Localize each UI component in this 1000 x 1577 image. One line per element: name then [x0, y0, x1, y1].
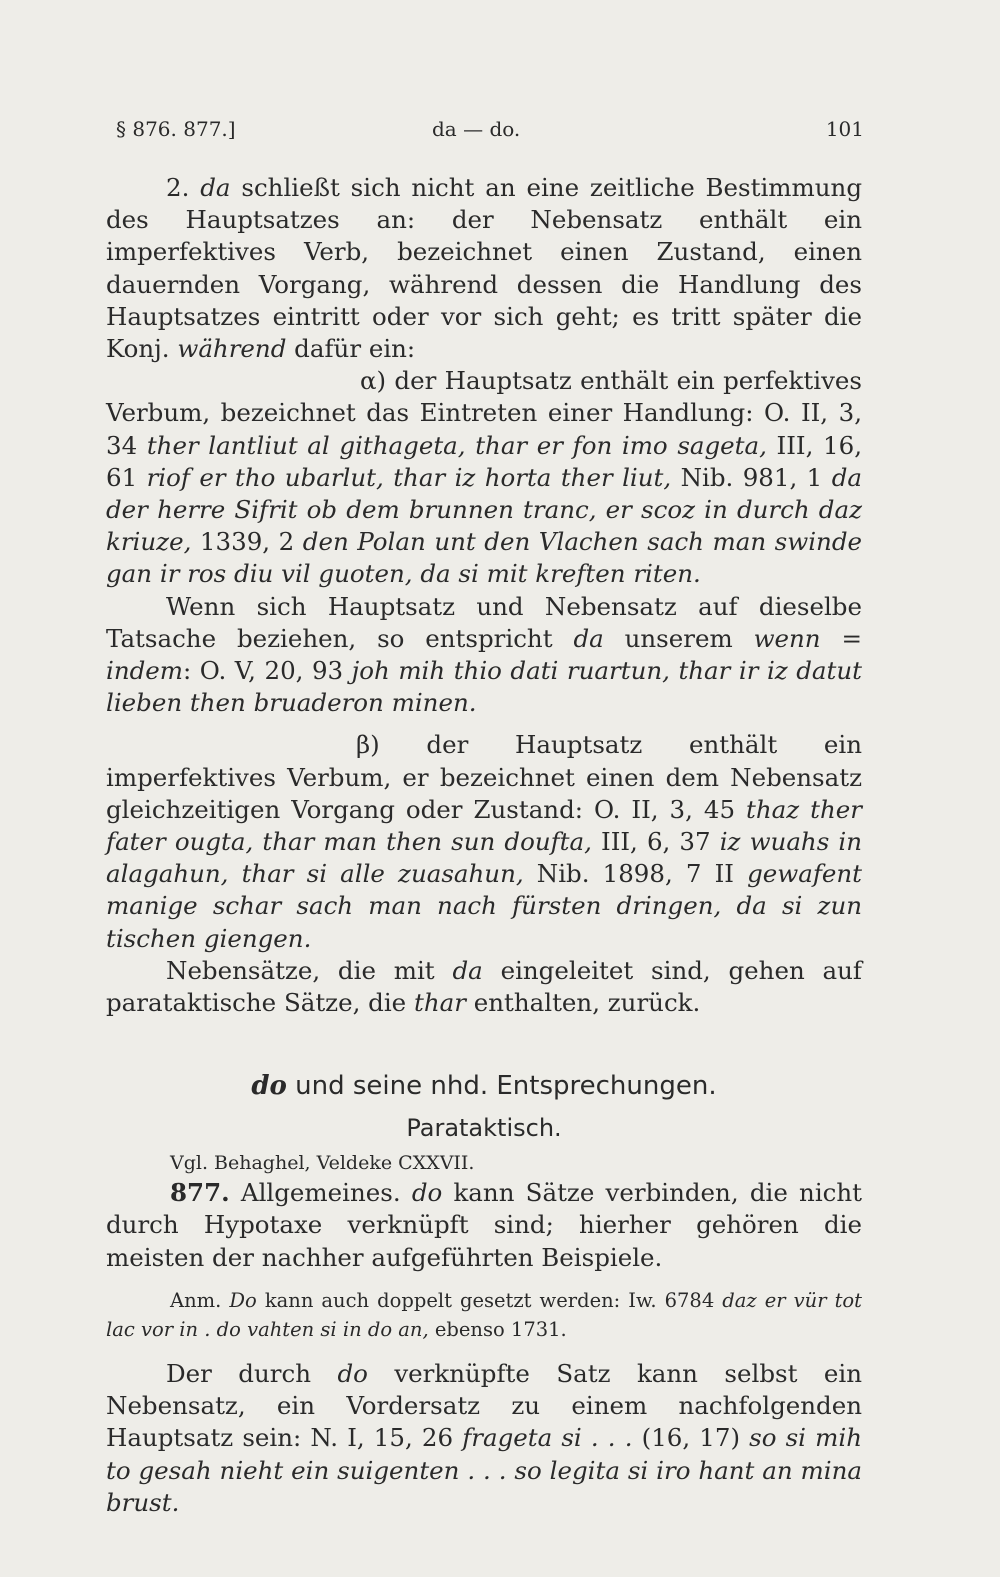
- page-number: 101: [825, 117, 864, 141]
- main-text: [106, 172, 862, 1519]
- running-header: [116, 117, 864, 147]
- paragraph-877: 877. Allgemeines. do kann Sätze verbinden, die nicht durch Hypotaxe verknüpft sind; hierher gehören die meisten der nachher aufgeführten Beispiele.: [106, 1178, 863, 1272]
- paragraph-nebensaetze: Nebensätze, die mit da eingeleitet sind, gehen auf parataktische Sätze, die thar enthalten, zurück.: [106, 955, 862, 1018]
- paragraph-wenn: Wenn sich Hauptsatz und Nebensatz auf dieselbe Tatsache beziehen, so entspricht da unserem wenn = indem: O. V, 20, 93 joh mih thio dati ruartun, thar ir iz datut lieben then bruaderon minen.: [106, 591, 862, 718]
- annotation: Anm. Do kann auch doppelt gesetzt werden: Iw. 6784 daz er vür tot lac vor in . do vahten si in do an, ebenso 1731.: [106, 1288, 862, 1341]
- paragraph-beta: β) der Hauptsatz enthält ein imperfektives Verbum, er bezeichnet einen dem Nebensatz gleichzeitigen Vorgang oder Zustand: O. II, 3, 45 thaz ther fater ougta, thar man then sun doufta, III, 6, 37 iz wuahs in alagahun, thar si alle zuasahun, Nib. 1898, 7 II gewafent manige schar sach man nach fürsten dringen, da si zun tischen giengen.: [106, 730, 863, 953]
- reference-note: Vgl. Behaghel, Veldeke CXXVII.: [170, 1152, 475, 1175]
- section-number: 877.: [170, 1178, 230, 1208]
- paragraph-alpha: α) der Hauptsatz enthält ein perfektives Verbum, bezeichnet das Eintreten einer Handlung: O. II, 3, 34 ther lantliut al githageta, thar er fon imo sageta, III, 16, 61 riof er tho ubarlut, thar iz horta ther liut, Nib. 981, 1 da der herre Sifrit ob dem brunnen tranc, er scoz in durch daz kriuze, 1339, 2 den Polan unt den Vlachen sach man swinde gan ir ros diu vil guoten, da si mit kreften riten.: [106, 366, 863, 589]
- section-reference: § 876. 877.]: [116, 117, 236, 141]
- section-heading: do und seine nhd. Entsprechungen.: [251, 1071, 717, 1102]
- running-title: da — do.: [432, 117, 521, 141]
- paragraph-2: 2. da schließt sich nicht an eine zeitliche Bestimmung des Hauptsatzes an: der Nebensatz enthält ein imperfektives Verb, bezeichnet einen Zustand, einen dauernden Vorgang, während dessen die Handlung des Hauptsatzes eintritt oder vor sich geht; es tritt später die Konj. während dafür ein:: [106, 173, 863, 364]
- paragraph-vordersatz: Der durch do verknüpfte Satz kann selbst ein Nebensatz, ein Vordersatz zu einem nachfolgenden Hauptsatz sein: N. I, 15, 26 frageta si . . . (16, 17) so si mih to gesah nieht ein suigenten . . . so legita si iro hant an mina brust.: [106, 1358, 862, 1517]
- subsection-heading: Parataktisch.: [406, 1114, 562, 1143]
